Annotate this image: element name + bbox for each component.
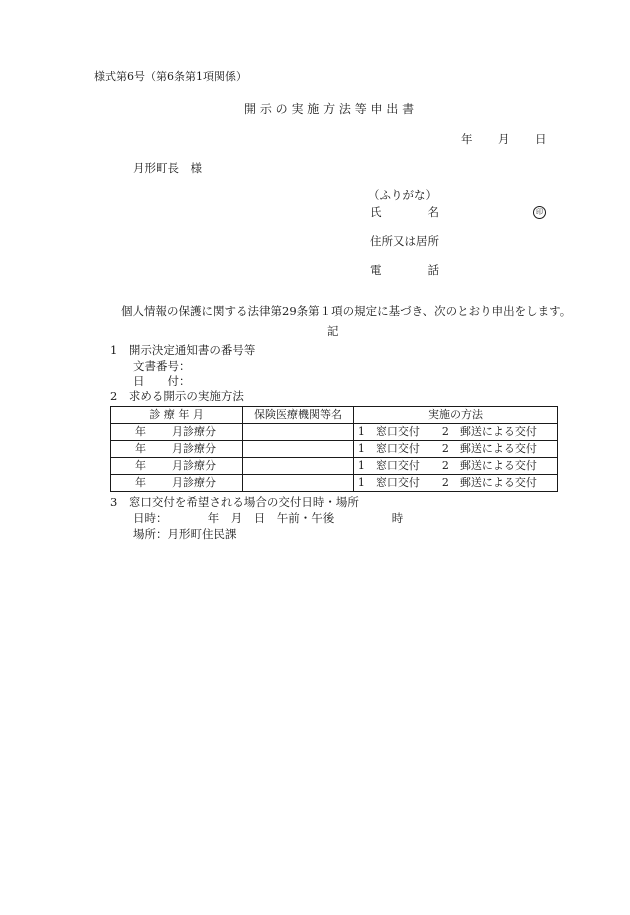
- form-label: 様式第6号（第6条第1項関係）: [94, 70, 247, 83]
- section3-heading: 3 窓口交付を希望される場合の交付日時・場所: [110, 495, 359, 509]
- header-medical-facility: 保険医療機関等名: [243, 407, 354, 424]
- addressee: 月形町長 様: [133, 161, 202, 175]
- notice-date-label: 日 付：: [133, 374, 191, 388]
- option-mail-delivery[interactable]: 2 郵送による交付: [441, 425, 537, 438]
- facility-name-cell[interactable]: [243, 441, 354, 458]
- method-cell[interactable]: [353, 475, 557, 492]
- seal-mark: 印: [533, 206, 546, 219]
- facility-name-cell[interactable]: [243, 424, 354, 441]
- option-window-delivery[interactable]: 1 窓口交付: [357, 476, 420, 489]
- date-month-label: 月: [498, 132, 510, 146]
- date-year-label: 年: [461, 132, 473, 146]
- table-row: [111, 458, 558, 475]
- section2-heading: 2 求める開示の実施方法: [110, 389, 244, 403]
- option-window-delivery[interactable]: 1 窓口交付: [357, 459, 420, 472]
- option-mail-delivery[interactable]: 2 郵送による交付: [441, 442, 537, 455]
- facility-name-cell[interactable]: [243, 458, 354, 475]
- delivery-datetime: 日時： 年 月 日 午前・午後 時: [133, 511, 404, 525]
- date-day-label: 日: [535, 132, 547, 146]
- implementation-method-table: [110, 406, 558, 492]
- body-text: 個人情報の保護に関する法律第29条第１項の規定に基づき、次のとおり申出をします。: [121, 304, 572, 318]
- option-mail-delivery[interactable]: 2 郵送による交付: [441, 459, 537, 472]
- option-window-delivery[interactable]: 1 窓口交付: [357, 425, 420, 438]
- document-title: 開 示 の 実 施 方 法 等 申 出 書: [244, 102, 415, 116]
- table-row: [111, 441, 558, 458]
- header-method: 実施の方法: [353, 407, 557, 424]
- name-label: 氏 名: [370, 205, 439, 219]
- facility-name-cell[interactable]: [243, 475, 354, 492]
- table-row: [111, 475, 558, 492]
- ki-mark: 記: [327, 324, 339, 338]
- document-number-label: 文書番号：: [133, 359, 191, 373]
- address-label: 住所又は居所: [370, 234, 439, 248]
- delivery-place: 場所：月形町住民課: [133, 527, 237, 541]
- method-cell[interactable]: [353, 441, 557, 458]
- treatment-month-cell[interactable]: 年 月診療分: [111, 424, 243, 441]
- header-treatment-month: 診 療 年 月: [111, 407, 243, 424]
- method-cell[interactable]: [353, 424, 557, 441]
- table-row: [111, 424, 558, 441]
- treatment-month-cell[interactable]: 年 月診療分: [111, 441, 243, 458]
- table-header-row: [111, 407, 558, 424]
- treatment-month-cell[interactable]: 年 月診療分: [111, 475, 243, 492]
- option-mail-delivery[interactable]: 2 郵送による交付: [441, 476, 537, 489]
- option-window-delivery[interactable]: 1 窓口交付: [357, 442, 420, 455]
- treatment-month-cell[interactable]: 年 月診療分: [111, 458, 243, 475]
- furigana-label: （ふりがな）: [368, 188, 437, 202]
- section1-heading: 1 開示決定通知書の番号等: [110, 343, 256, 357]
- method-cell[interactable]: [353, 458, 557, 475]
- phone-label: 電 話: [370, 263, 439, 277]
